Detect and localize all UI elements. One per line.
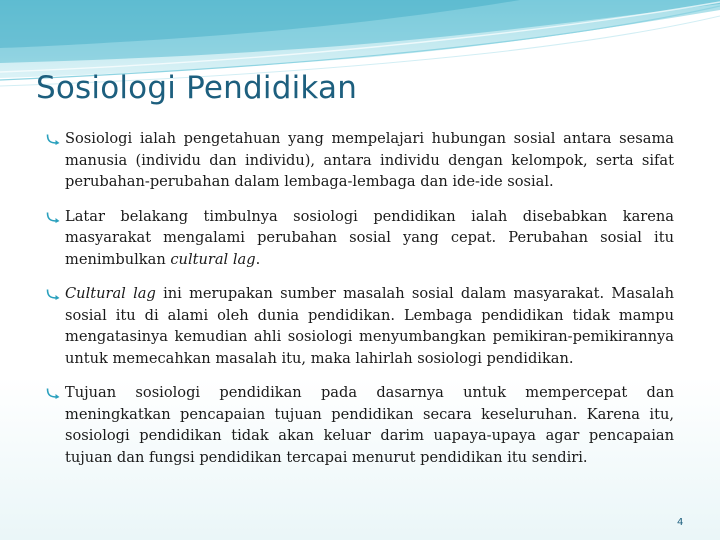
page-number: 4 bbox=[677, 517, 684, 528]
bullet-item bbox=[46, 128, 674, 193]
hook-arrow-bullet-icon bbox=[46, 133, 63, 145]
bullet-list bbox=[46, 128, 674, 481]
hook-arrow-bullet-icon bbox=[46, 387, 63, 399]
hook-arrow-bullet-icon bbox=[46, 288, 63, 300]
bullet-text: Latar belakang timbulnya sosiologi pendidikan ialah disebabkan karena masyarakat mengalami perubahan sosial yang cepat. Perubahan sosial itu menimbulkan bbox=[65, 207, 674, 268]
italic-term: cultural lag bbox=[170, 250, 256, 268]
bullet-text: . bbox=[255, 250, 261, 268]
bullet-text: Tujuan sosiologi pendidikan pada dasarnya untuk mempercepat dan meningkatkan pencapaian tujuan pendidikan secara keseluruhan. Karena itu, sosiologi pendidikan tidak akan keluar darim uapaya-upaya agar pencapaian tujuan dan fungsi pendidikan tercapai menurut pendidikan itu sendiri. bbox=[65, 384, 674, 466]
hook-arrow-bullet-icon bbox=[46, 211, 63, 223]
bullet-item bbox=[46, 382, 674, 468]
bullet-text: Sosiologi ialah pengetahuan yang mempelajari hubungan sosial antara sesama manusia (individu dan individu), antara individu dengan kelompok, serta sifat perubahan-perubahan dalam lembaga-lembaga dan ide-ide sosial. bbox=[65, 130, 674, 190]
bullet-item bbox=[46, 206, 674, 271]
slide-title: Sosiologi Pendidikan bbox=[36, 70, 358, 106]
italic-term: Cultural lag bbox=[65, 285, 156, 302]
bullet-text: ini merupakan sumber masalah sosial dalam masyarakat. Masalah sosial itu di alami oleh dunia pendidikan. Lembaga pendidikan tidak mampu mengatasinya kemudian ahli sosiologi menyumbangkan pemikiran-pemikirannya untuk memecahkan masalah itu, maka lahirlah sosiologi pendidikan. bbox=[65, 285, 674, 367]
bullet-item bbox=[46, 283, 674, 369]
